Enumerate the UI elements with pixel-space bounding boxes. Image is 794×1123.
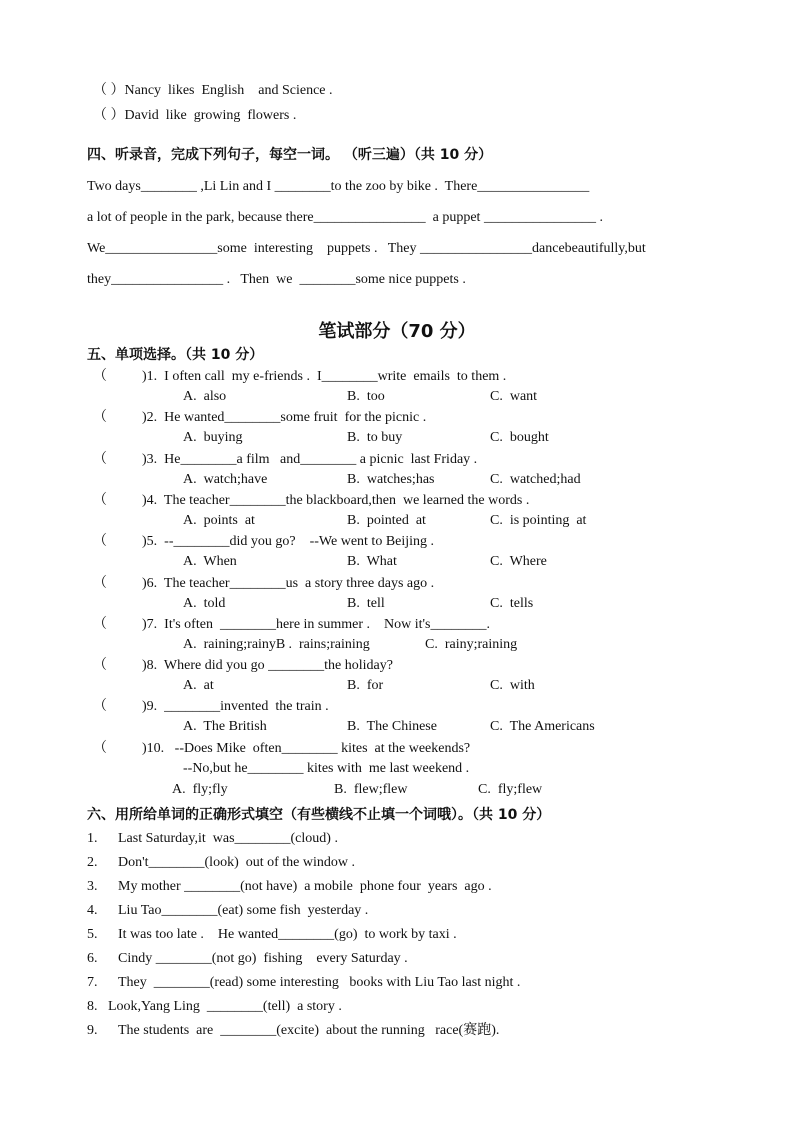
question-stem: )10. --Does Mike often________ kites at the weekends? [142, 741, 471, 756]
option-c: C. rainy;raining [425, 637, 518, 652]
option-c: C. The Americans [490, 719, 595, 734]
question-paren: （ [93, 617, 107, 632]
judge-item-2: （ ）David like growing flowers . [93, 108, 297, 123]
judge-item-1: （ ）Nancy likes English and Science . [93, 83, 333, 98]
fill-item-text: The students are ________(excite) about the running race(赛跑). [118, 1023, 500, 1038]
option-b: B. watches;has [347, 472, 435, 487]
question-stem: )5. --________did you go? --We went to Beijing . [142, 534, 435, 549]
question-paren: （ [93, 534, 107, 549]
question-stem: )4. The teacher________the blackboard,then we learned the words . [142, 493, 530, 508]
fill-item-number: 6. [87, 951, 98, 966]
option-a: A. When [183, 554, 237, 569]
option-a: A. buying [183, 430, 243, 445]
section-4-line-1: Two days________ ,Li Lin and I ________to the zoo by bike . There________________ [87, 179, 590, 194]
written-part-title: 笔试部分（70 分） [318, 321, 476, 342]
fill-item-number: 3. [87, 879, 98, 894]
option-b: B. pointed at [347, 513, 426, 528]
section-4-line-4: they________________ . Then we ________some nice puppets . [87, 272, 466, 287]
fill-item-number: 4. [87, 903, 98, 918]
option-b: . rains;raining [285, 637, 370, 652]
option-a: A. points at [183, 513, 255, 528]
question-stem: )8. Where did you go ________the holiday? [142, 658, 393, 673]
fill-item-number: 5. [87, 927, 98, 942]
option-c: C. Where [490, 554, 547, 569]
question-stem: )7. It's often ________here in summer . Now it's________. [142, 617, 491, 632]
question-stem: )3. He________a film and________ a picnic last Friday . [142, 452, 478, 467]
option-c: C. want [490, 389, 538, 404]
fill-item-text: Last Saturday,it was________(cloud) . [118, 831, 338, 846]
option-c: C. with [490, 678, 535, 693]
question-paren: （ [93, 576, 107, 591]
option-a: A. watch;have [183, 472, 268, 487]
option-c: C. tells [490, 596, 534, 611]
question-paren: （ [93, 369, 107, 384]
question-paren: （ [93, 741, 107, 756]
fill-item-number: 7. [87, 975, 98, 990]
section-4-heading: 四、听录音，完成下列句子，每空一词。 （听三遍）（共 10 分） [87, 147, 493, 163]
fill-item-text: They ________(read) some interesting books with Liu Tao last night . [118, 975, 521, 990]
option-b: B. What [347, 554, 397, 569]
option-a: A. told [183, 596, 226, 611]
question-stem: )6. The teacher________us a story three days ago . [142, 576, 435, 591]
option-a: A. The British [183, 719, 267, 734]
option-c: C. watched;had [490, 472, 581, 487]
option-a: A. also [183, 389, 227, 404]
question-paren: （ [93, 699, 107, 714]
fill-item-number: 8. [87, 999, 98, 1014]
fill-item-text: My mother ________(not have) a mobile phone four years ago . [118, 879, 492, 894]
section-6-heading: 六、用所给单词的正确形式填空（有些横线不止填一个词哦）。（共 10 分） [87, 807, 551, 823]
fill-item-text: Don't________(look) out of the window . [118, 855, 356, 870]
option-b: B. too [347, 389, 385, 404]
option-a: A. at [183, 678, 214, 693]
question-paren: （ [93, 410, 107, 425]
section-4-line-2: a lot of people in the park, because there________________ a puppet ________________ . [87, 210, 603, 225]
option-b: B. for [347, 678, 384, 693]
option-b: B. tell [347, 596, 385, 611]
option-b: B. to buy [347, 430, 403, 445]
option-a: A. raining;rainyB [183, 637, 286, 652]
question-stem: )2. He wanted________some fruit for the picnic . [142, 410, 427, 425]
fill-item-number: 9. [87, 1023, 98, 1038]
fill-item-number: 1. [87, 831, 98, 846]
fill-item-number: 2. [87, 855, 98, 870]
fill-item-text: Liu Tao________(eat) some fish yesterday . [118, 903, 369, 918]
question-stem-line-2: --No,but he________ kites with me last weekend . [183, 761, 470, 776]
option-b: B. The Chinese [347, 719, 437, 734]
fill-item-text: Look,Yang Ling ________(tell) a story . [108, 999, 342, 1014]
fill-item-text: It was too late . He wanted________(go) to work by taxi . [118, 927, 457, 942]
question-stem: )1. I often call my e-friends . I________write emails to them . [142, 369, 507, 384]
section-4-line-3: We________________some interesting puppets . They ________________dancebeautifully,but [87, 241, 646, 256]
question-paren: （ [93, 658, 107, 673]
question-paren: （ [93, 493, 107, 508]
section-5-heading: 五、单项选择。（共 10 分） [87, 347, 264, 363]
fill-item-text: Cindy ________(not go) fishing every Saturday . [118, 951, 408, 966]
question-stem: )9. ________invented the train . [142, 699, 329, 714]
option-c: C. fly;flew [478, 782, 543, 797]
option-a: A. fly;fly [172, 782, 228, 797]
option-c: C. is pointing at [490, 513, 587, 528]
option-b: B. flew;flew [334, 782, 408, 797]
question-paren: （ [93, 452, 107, 467]
option-c: C. bought [490, 430, 549, 445]
